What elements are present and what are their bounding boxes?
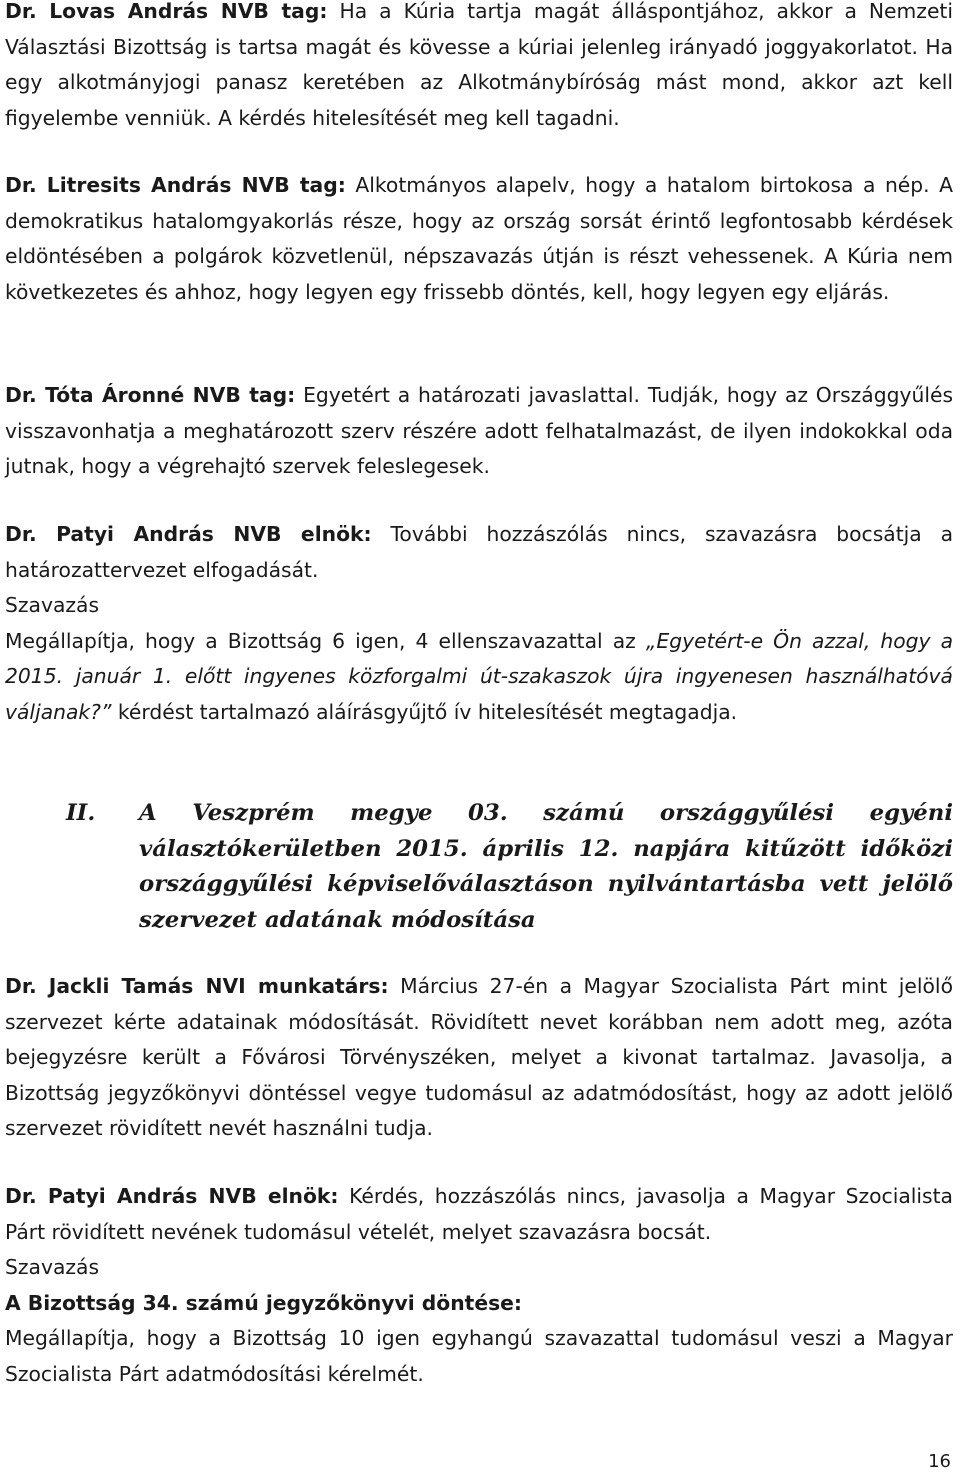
speaker-name: Dr. Litresits András NVB tag: [5, 173, 346, 197]
page-number: 16 [928, 1451, 951, 1472]
paragraph-jackli [5, 969, 953, 1147]
speaker-name: Dr. Patyi András NVB elnök: [5, 522, 372, 546]
vote-text-after: kérdést tartalmazó aláírásgyűjtő ív hitelesítését megtagadja. [111, 699, 738, 724]
paragraph-text: További hozzászólás nincs, szavazásra bocsátja a határozattervezet elfogadását. [5, 522, 954, 582]
speaker-name: Dr. Patyi András NVB elnök: [5, 1184, 339, 1208]
paragraph-text: Ha a Kúria tartja magát álláspontjához, akkor a Nemzeti Választási Bizottság is tartsa magát és kövesse a kúriai jelenleg irányadó joggyakorlatot. Ha egy alkotmányjogi panasz keretében az Alkotmánybíróság mást mond, akkor azt kell figyelembe venniük. A kérdés hitelesítését meg kell tagadni. [5, 0, 954, 130]
vote-label: Szavazás [5, 1255, 100, 1280]
paragraph-patyi-1 [5, 517, 953, 731]
speaker-name: Dr. Lovas András NVB tag: [5, 0, 328, 23]
decision-title: A Bizottság 34. számú jegyzőkönyvi döntése: [5, 1290, 523, 1315]
vote-text-before: Megállapítja, hogy a Bizottság 6 igen, 4 ellenszavazattal az [5, 628, 646, 653]
decision-text: Megállapítja, hogy a Bizottság 10 igen egyhangú szavazattal tudomásul veszi a Magyar Szocialista Párt adatmódosítási kérelmét. [5, 1326, 953, 1386]
vote-question: „Egyetért-e Ön azzal, hogy a 2015. január 1. előtt ingyenes közforgalmi út-szakaszok újra ingyenesen használhatóvá váljanak?” [5, 628, 953, 724]
section-number: II. [66, 800, 96, 826]
paragraph-text: Kérdés, hozzászólás nincs, javasolja a Magyar Szocialista Párt rövidített nevének tudomásul vételét, melyet szavazásra bocsát. [5, 1184, 953, 1244]
paragraph-patyi-2 [5, 1179, 953, 1393]
paragraph-tota [5, 378, 953, 485]
paragraph-text: Egyetért a határozati javaslattal. Tudják, hogy az Országgyűlés visszavonhatja a meghatározott szerv részére adott felhatalmazást, de ilyen indokokkal oda jutnak, hogy a végrehajtó szervek feleslegesek. [5, 383, 954, 479]
paragraph-text: Alkotmányos alapelv, hogy a hatalom birtokosa a nép. A demokratikus hatalomgyakorlás része, hogy az ország sorsát érintő legfontosabb kérdések eldöntésében a polgárok közvetlenül, népszavazás útján is részt vehessenek. A Kúria nem következetes és ahhoz, hogy legyen egy frissebb döntés, kell, hogy legyen egy eljárás. [5, 173, 953, 304]
speaker-name: Dr. Tóta Áronné NVB tag: [5, 383, 296, 407]
paragraph-lovas [5, 0, 953, 136]
vote-label: Szavazás [5, 593, 100, 618]
speaker-name: Dr. Jackli Tamás NVI munkatárs: [5, 974, 389, 998]
paragraph-litresits [5, 168, 953, 310]
section-title: A Veszprém megye 03. számú országgyűlési egyéni választókerületben 2015. április 12. napjára kitűzött időközi országgyűlési képviselőválasztáson nyilvántartásba vett jelölő szervezet adatának módosítása [139, 800, 953, 933]
paragraph-text: Március 27-én a Magyar Szocialista Párt mint jelölő szervezet kérte adatainak módosítását. Rövidített nevet korábban nem adott meg, azóta bejegyzésre került a Fővárosi Törvényszéken, melyet a kivonat tartalmaz. Javasolja, a Bizottság jegyzőkönyvi döntéssel vegye tudomásul az adatmódosítást, hogy az adott jelölő szervezet rövidített nevét használni tudja. [5, 974, 953, 1141]
